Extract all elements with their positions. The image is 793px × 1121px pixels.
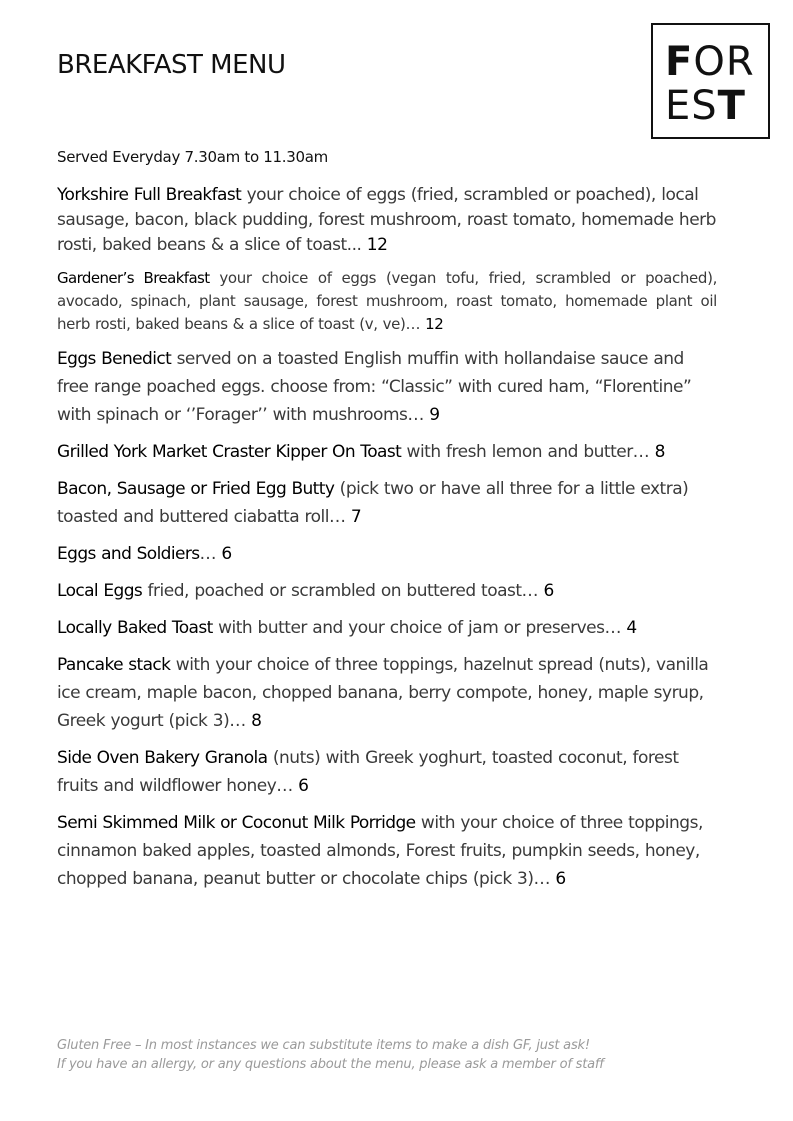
menu-item-price: 7 [350, 507, 362, 527]
logo-line-1 [665, 39, 755, 85]
menu-item [57, 183, 717, 258]
menu-item-name: Side Oven Bakery Granola [57, 748, 268, 768]
allergy-note: If you have an allergy, or any questions about the menu, please ask a member of staff [57, 1057, 604, 1072]
menu-item [57, 744, 717, 800]
menu-item-description: with fresh lemon and butter… [401, 442, 655, 462]
menu-item-description: served on a toasted English muffin with hollandaise sauce and free range poached eggs. choose from: “Classic” with cured ham, “Florentine” with spinach or ‘’Forager’’ with mushrooms… [57, 349, 692, 425]
menu-items [57, 183, 717, 902]
footer-notes [57, 1036, 604, 1074]
menu-item-description: … [199, 544, 222, 564]
menu-item-name: Grilled York Market Craster Kipper On Toast [57, 442, 402, 462]
menu-item-description: fried, poached or scrambled on buttered toast… [142, 581, 544, 601]
menu-item [57, 267, 717, 336]
page-title: BREAKFAST MENU [57, 50, 286, 80]
logo-letter-f: F [665, 39, 694, 85]
logo-line-2 [665, 83, 746, 129]
menu-item [57, 577, 717, 605]
menu-item-description: with your choice of three toppings, hazelnut spread (nuts), vanilla ice cream, maple bacon, chopped banana, berry compote, honey, maple syrup, Greek yogurt (pick 3)… [57, 655, 709, 731]
menu-item [57, 651, 717, 735]
menu-item [57, 438, 717, 466]
menu-item [57, 540, 717, 568]
menu-item-price: 6 [298, 776, 309, 796]
menu-item [57, 809, 717, 893]
menu-item-price: 6 [221, 544, 232, 564]
menu-item [57, 614, 717, 642]
menu-item-price: 8 [654, 442, 665, 462]
menu-item-description: (pick two or have all three for a little extra) toasted and buttered ciabatta roll… [57, 479, 689, 527]
menu-item-name: Eggs Benedict [57, 349, 172, 369]
serving-hours: Served Everyday 7.30am to 11.30am [57, 148, 328, 166]
menu-item-description: with butter and your choice of jam or preserves… [212, 618, 627, 638]
menu-item-price: 12 [425, 315, 444, 333]
menu-item-name: Yorkshire Full Breakfast [57, 185, 242, 205]
menu-item [57, 345, 717, 429]
menu-item-price: 6 [555, 869, 566, 889]
menu-item-price: 4 [626, 618, 637, 638]
menu-item [57, 475, 717, 531]
forest-logo [651, 23, 770, 139]
menu-item-name: Local Eggs [57, 581, 143, 601]
menu-item-price: 6 [543, 581, 554, 601]
logo-letter-t: T [717, 83, 746, 129]
logo-letters-es: ES [665, 83, 718, 129]
menu-item-description: (nuts) with Greek yoghurt, toasted coconut, forest fruits and wildflower honey… [57, 748, 679, 796]
menu-item-description: your choice of eggs (vegan tofu, fried, scrambled or poached), avocado, spinach, plant sausage, forest mushroom, roast tomato, homemade plant oil herb rosti, baked beans & a slice of toast (v, ve)… [57, 269, 717, 333]
menu-item-price: 9 [429, 405, 440, 425]
menu-item-name: Eggs and Soldiers [57, 544, 200, 564]
menu-item-description: with your choice of three toppings, cinnamon baked apples, toasted almonds, Forest fruits, pumpkin seeds, honey, chopped banana, peanut butter or chocolate chips (pick 3)… [57, 813, 703, 889]
menu-item-name: Gardener’s Breakfast [57, 269, 210, 287]
menu-item-price: 12 [366, 235, 388, 255]
gluten-free-note: Gluten Free – In most instances we can substitute items to make a dish GF, just ask! [57, 1038, 590, 1053]
menu-item-name: Locally Baked Toast [57, 618, 213, 638]
logo-letters-or: OR [693, 39, 755, 85]
menu-item-price: 8 [251, 711, 262, 731]
menu-item-name: Pancake stack [57, 655, 171, 675]
menu-item-description: your choice of eggs (fried, scrambled or poached), local sausage, bacon, black pudding, forest mushroom, roast tomato, homemade herb rosti, baked beans & a slice of toast... [57, 185, 716, 255]
menu-item-name: Semi Skimmed Milk or Coconut Milk Porridge [57, 813, 416, 833]
menu-item-name: Bacon, Sausage or Fried Egg Butty [57, 479, 335, 499]
